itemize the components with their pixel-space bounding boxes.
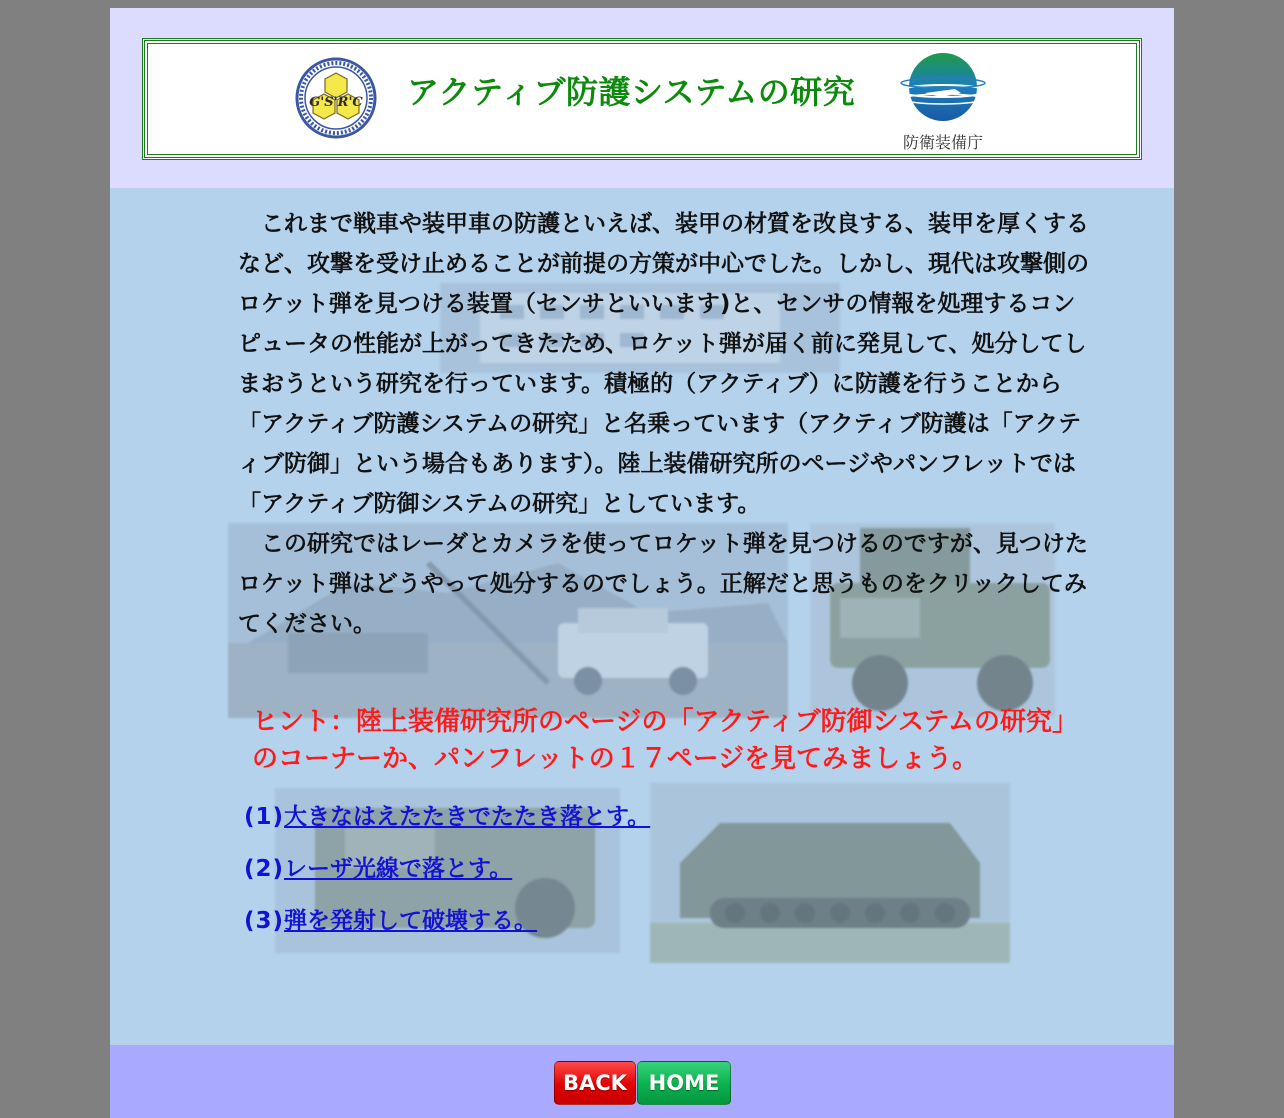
home-button[interactable]: HOME xyxy=(637,1061,731,1105)
choice-number: (1) xyxy=(244,804,285,830)
title-banner xyxy=(142,38,1142,160)
choice-1 xyxy=(244,798,650,831)
footer-band xyxy=(110,1045,1174,1118)
atla-logo xyxy=(897,51,989,123)
page-title: アクティブ防護システムの研究 xyxy=(407,73,856,111)
intro-paragraph-1: これまで戦車や装甲車の防護といえば、装甲の材質を改良する、装甲を厚くするなど、攻撃を受け止めることが前提の方策が中心でした。しかし、現代は攻撃側のロケット弾を見つける装置（センサといいます)と、センサの情報を処理するコンピュータの性能が上がってきたため、ロケット弾が届く前に発見して、処分してしまおうという研究を行っています。積極的（アクティブ）に防護を行うことから「アクティブ防護システムの研究」と名乗っています（アクティブ防護は「アクティブ防御」という場合もあります）。陸上装備研究所のページやパンフレットでは「アクティブ防御システムの研究」としています。 xyxy=(238,211,1089,517)
choice-link-flyswatter[interactable]: 大きなはえたたきでたたき落とす。 xyxy=(284,804,651,830)
choice-3 xyxy=(244,902,537,935)
agency-name: 防衛装備庁 xyxy=(902,133,983,152)
page xyxy=(110,8,1174,1118)
intro-text xyxy=(238,204,1094,644)
hint-text: ヒント：陸上装備研究所のページの「アクティブ防御システムの研究」のコーナーか、パンフレットの１７ページを見てみましょう。 xyxy=(252,707,1079,774)
back-button[interactable]: BACK xyxy=(554,1061,636,1105)
gsrc-logo-text: G'S'R'C xyxy=(309,95,363,110)
header-band xyxy=(110,8,1174,188)
background-photo-armored-vehicle xyxy=(650,783,1010,963)
choice-number: (3) xyxy=(244,908,285,934)
intro-paragraph-2: この研究ではレーダとカメラを使ってロケット弾を見つけるのですが、見つけたロケット弾はどうやって処分するのでしょう。正解だと思うものをクリックしてみてください。 xyxy=(238,531,1088,637)
choice-link-laser[interactable]: レーザ光線で落とす。 xyxy=(284,856,513,882)
choice-link-projectile[interactable]: 弾を発射して破壊する。 xyxy=(284,908,538,934)
choice-2 xyxy=(244,850,512,883)
choice-number: (2) xyxy=(244,856,285,882)
gsrc-logo xyxy=(295,57,377,139)
